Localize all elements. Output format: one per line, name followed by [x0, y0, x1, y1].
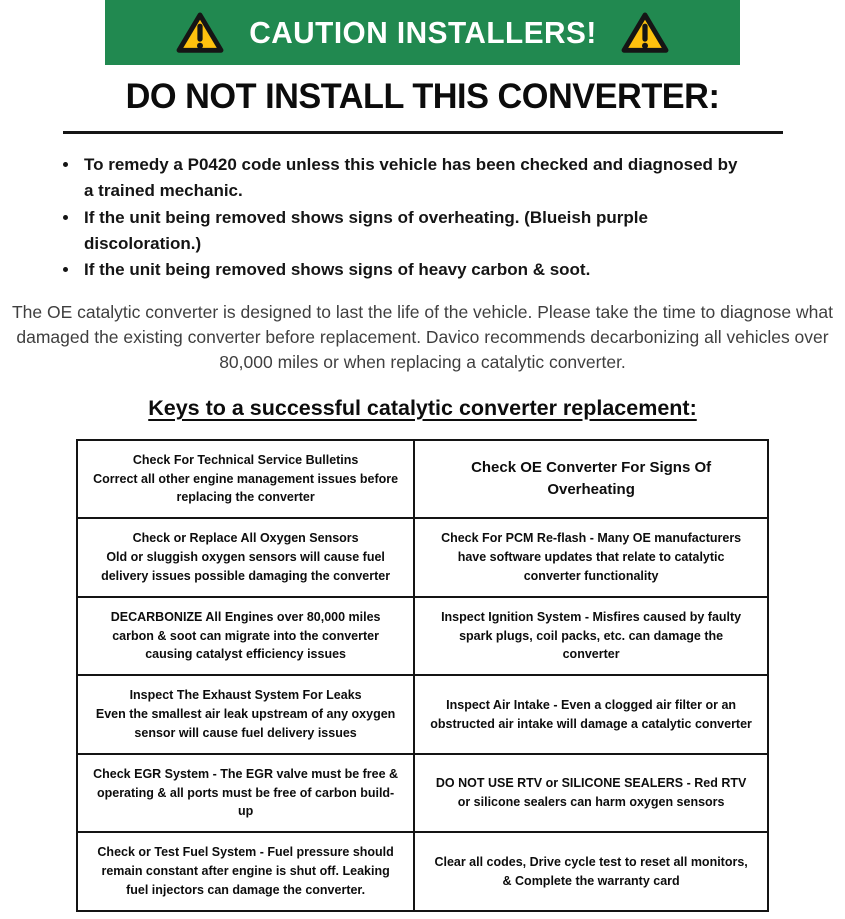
cell-rtv-sealers: DO NOT USE RTV or SILICONE SEALERS - Red RTV or silicone sealers can harm oxygen sensors: [414, 754, 768, 833]
bullet-item-p0420: • To remedy a P0420 code unless this vehicle has been checked and diagnosed by a trained mechanic.: [80, 152, 740, 205]
warning-bullet-list: [62, 152, 740, 284]
cell-pcm-reflash: Check For PCM Re-flash - Many OE manufacturers have software updates that relate to catalytic converter functionality: [414, 518, 768, 597]
cell-ignition-system: Inspect Ignition System - Misfires caused by faulty spark plugs, coil packs, etc. can damage the converter: [414, 597, 768, 676]
cell-check-oe-overheating: Check OE Converter For Signs Of Overheating: [414, 440, 768, 519]
main-heading: DO NOT INSTALL THIS CONVERTER:: [125, 77, 720, 116]
bullet-item-overheating: • If the unit being removed shows signs of overheating. (Blueish purple discoloration.): [80, 205, 740, 258]
bullet-item-carbon-soot: • If the unit being removed shows signs of heavy carbon & soot.: [80, 257, 740, 283]
table-row: [77, 440, 768, 519]
cell-egr-system: Check EGR System - The EGR valve must be free & operating & all ports must be free of carbon build-up: [77, 754, 414, 833]
cell-decarbonize: DECARBONIZE All Engines over 80,000 miles carbon & soot can migrate into the converter causing catalyst efficiency issues: [77, 597, 414, 676]
keys-table: [76, 439, 769, 912]
table-row: [77, 754, 768, 833]
cell-service-bulletins: Check For Technical Service Bulletins Correct all other engine management issues before replacing the converter: [77, 440, 414, 519]
keys-heading: Keys to a successful catalytic converter replacement:: [148, 395, 697, 420]
intro-paragraph: The OE catalytic converter is designed to last the life of the vehicle. Please take the time to diagnose what damaged the existing converter before replacement. Davico recommends decarbonizing all vehicles over 80,000 miles or when replacing a catalytic converter.: [11, 301, 833, 373]
table-row: [77, 597, 768, 676]
cell-fuel-system: Check or Test Fuel System - Fuel pressure should remain constant after engine is shut off. Leaking fuel injectors can damage the converter.: [77, 832, 414, 911]
caution-banner: [105, 0, 740, 65]
table-row: [77, 518, 768, 597]
table-row: [77, 832, 768, 911]
cell-oxygen-sensors: Check or Replace All Oxygen Sensors Old or sluggish oxygen sensors will cause fuel delivery issues possible damaging the converter: [77, 518, 414, 597]
warning-triangle-icon: [621, 11, 669, 55]
cell-exhaust-leaks: Inspect The Exhaust System For Leaks Even the smallest air leak upstream of any oxygen sensor will cause fuel delivery issues: [77, 675, 414, 754]
divider-rule: [63, 131, 783, 134]
table-row: [77, 675, 768, 754]
cell-clear-codes: Clear all codes, Drive cycle test to reset all monitors, & Complete the warranty card: [414, 832, 768, 911]
warning-triangle-icon: [176, 11, 224, 55]
cell-air-intake: Inspect Air Intake - Even a clogged air filter or an obstructed air intake will damage a catalytic converter: [414, 675, 768, 754]
banner-title: CAUTION INSTALLERS!: [248, 14, 597, 50]
